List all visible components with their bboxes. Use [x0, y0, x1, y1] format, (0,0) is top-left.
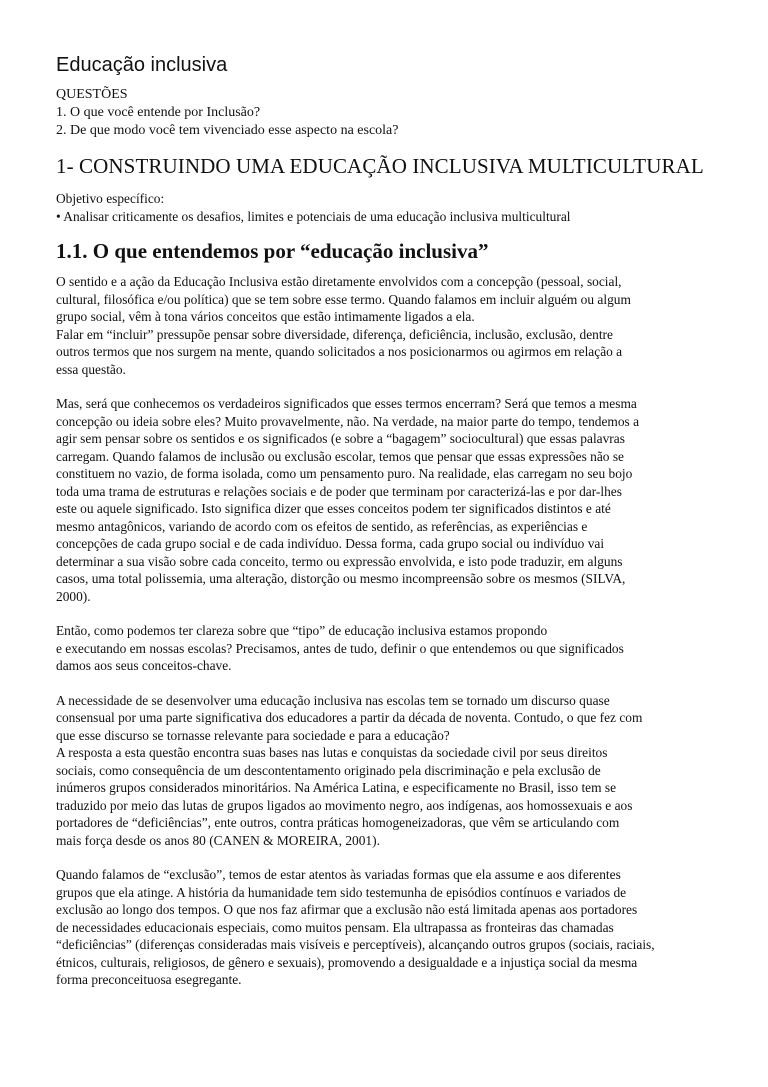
paragraph-line: grupos que ela atinge. A história da humanidade tem sido testemunha de episódios contínuos e variados de	[56, 884, 627, 900]
paragraph-line: sociais, como consequência de um descontentamento originado pela discriminação e pela exclusão de	[56, 762, 601, 778]
paragraph-line: grupo social, vêm à tona vários conceitos que estão intimamente ligados a ela.	[56, 309, 475, 324]
question-2: 2. De que modo você tem vivenciado esse aspecto na escola?	[56, 123, 399, 138]
paragraph-line: A necessidade de se desenvolver uma educação inclusiva nas escolas tem se tornado um discurso quase	[56, 692, 610, 708]
paragraph-line: Falar em “incluir” pressupõe pensar sobre diversidade, diferença, deficiência, inclusão, exclusão, dentre	[56, 326, 613, 342]
paragraph-line: agir sem pensar sobre os sentidos e os significados (e sobre a “bagagem” sociocultural) que essas palavras	[56, 431, 625, 446]
paragraph-line: casos, uma total polissemia, uma alteração, distorção ou mesmo incompreensão sobre os mesmos (SILVA,	[56, 571, 626, 586]
paragraph-line: traduzido por meio das lutas de grupos ligados ao movimento negro, aos indígenas, aos homossexuais e aos	[56, 797, 633, 813]
paragraph-line: forma preconceituosa esegregante.	[56, 972, 242, 987]
paragraph-line: outros termos que nos surgem na mente, quando solicitados a nos posicionarmos ou agirmos em relação a	[56, 344, 623, 359]
paragraph-2	[56, 395, 716, 605]
paragraph-4	[56, 692, 716, 850]
paragraph-line: que esse discurso se tornasse relevante para sociedade e para a educação?	[56, 727, 450, 743]
paragraph-line: determinar a sua visão sobre cada conceito, termo ou expressão envolvida, e isto pode traduzir, em alguns	[56, 553, 623, 569]
subsection-heading: 1.1. O que entendemos por “educação inclusiva”	[56, 239, 489, 263]
paragraph-line: constituem no vazio, de forma isolada, como um pensamento puro. Na realidade, elas carregam no seu bojo	[56, 466, 633, 481]
questions-block	[56, 86, 716, 140]
paragraph-line: “deficiências” (diferenças consideradas mais visíveis e perceptíveis), alcançando outros grupos (sociais, raciais,	[56, 937, 655, 952]
paragraph-line: essa questão.	[56, 361, 126, 377]
paragraph-line: de necessidades educacionais especiais, como muitos pensam. Ela ultrapassa as fronteiras das chamadas	[56, 919, 614, 935]
paragraph-5	[56, 866, 716, 989]
paragraph-line: consensual por uma parte significativa dos educadores a partir da década de noventa. Contudo, o que fez com	[56, 710, 643, 725]
objective-block	[56, 190, 716, 225]
paragraph-line: portadores de “deficiências”, ente outros, contra práticas homogeneizadoras, que vêm se articulando com	[56, 815, 620, 830]
paragraph-line: concepção ou ideia sobre eles? Muito provavelmente, não. Na verdade, na maior parte do tempo, tendemos a	[56, 413, 640, 429]
paragraph-1	[56, 273, 716, 378]
objective-label: Objetivo específico:	[56, 191, 165, 206]
body-text	[56, 273, 716, 989]
paragraph-line: 2000).	[56, 588, 91, 604]
questions-label: QUESTÕES	[56, 87, 128, 102]
paragraph-line: O sentido e a ação da Educação Inclusiva estão diretamente envolvidos com a concepção (pessoal, social,	[56, 274, 622, 289]
paragraph-line: Quando falamos de “exclusão”, temos de estar atentos às variadas formas que ela assume e aos diferentes	[56, 867, 621, 882]
document-title: Educação inclusiva	[56, 54, 228, 76]
paragraph-line: Então, como podemos ter clareza sobre que “tipo” de educação inclusiva estamos propondo	[56, 623, 548, 638]
paragraph-line: étnicos, culturais, religiosos, de gênero e sexuais), promovendo a desigualdade e a injustiça social da mesma	[56, 954, 638, 970]
section-heading: 1- CONSTRUINDO UMA EDUCAÇÃO INCLUSIVA MULTICULTURAL	[56, 154, 704, 178]
paragraph-line: toda uma trama de estruturas e relações sociais e de poder que terminam por caracterizá-las e por dar-lhes	[56, 483, 622, 499]
paragraph-3	[56, 622, 716, 675]
paragraph-line: e executando em nossas escolas? Precisamos, antes de tudo, definir o que entendemos ou que significados	[56, 640, 624, 656]
paragraph-line: mesmo antagônicos, variando de acordo com os efeitos de sentido, as referências, as experiências e	[56, 518, 588, 534]
paragraph-line: inúmeros grupos considerados minoritários. Na América Latina, e especificamente no Brasil, isso tem se	[56, 780, 617, 795]
document-page	[56, 52, 716, 1006]
paragraph-line: A resposta a esta questão encontra suas bases nas lutas e conquistas da sociedade civil por seus direitos	[56, 745, 608, 760]
paragraph-line: carregam. Quando falamos de inclusão ou exclusão escolar, temos que pensar que essas expressões não se	[56, 448, 624, 464]
paragraph-line: mais força desde os anos 80 (CANEN & MOREIRA, 2001).	[56, 832, 380, 848]
paragraph-line: exclusão ao longo dos tempos. O que nos faz afirmar que a exclusão não está limitada apenas aos portadores	[56, 902, 638, 917]
paragraph-line: concepções de cada grupo social e de cada indivíduo. Dessa forma, cada grupo social ou indivíduo vai	[56, 536, 605, 551]
paragraph-line: damos aos seus conceitos-chave.	[56, 658, 232, 673]
question-1: 1. O que você entende por Inclusão?	[56, 105, 261, 120]
paragraph-line: Mas, será que conhecemos os verdadeiros significados que esses termos encerram? Será que temos a mesma	[56, 396, 637, 411]
paragraph-line: este ou aquele significado. Isto significa dizer que esses conceitos podem ter significados distintos e até	[56, 501, 611, 516]
paragraph-line: cultural, filosófica e/ou política) que se tem sobre esse termo. Quando falamos em incluir alguém ou algum	[56, 291, 631, 307]
objective-item: • Analisar criticamente os desafios, limites e potenciais de uma educação inclusiva multicultural	[56, 208, 571, 224]
